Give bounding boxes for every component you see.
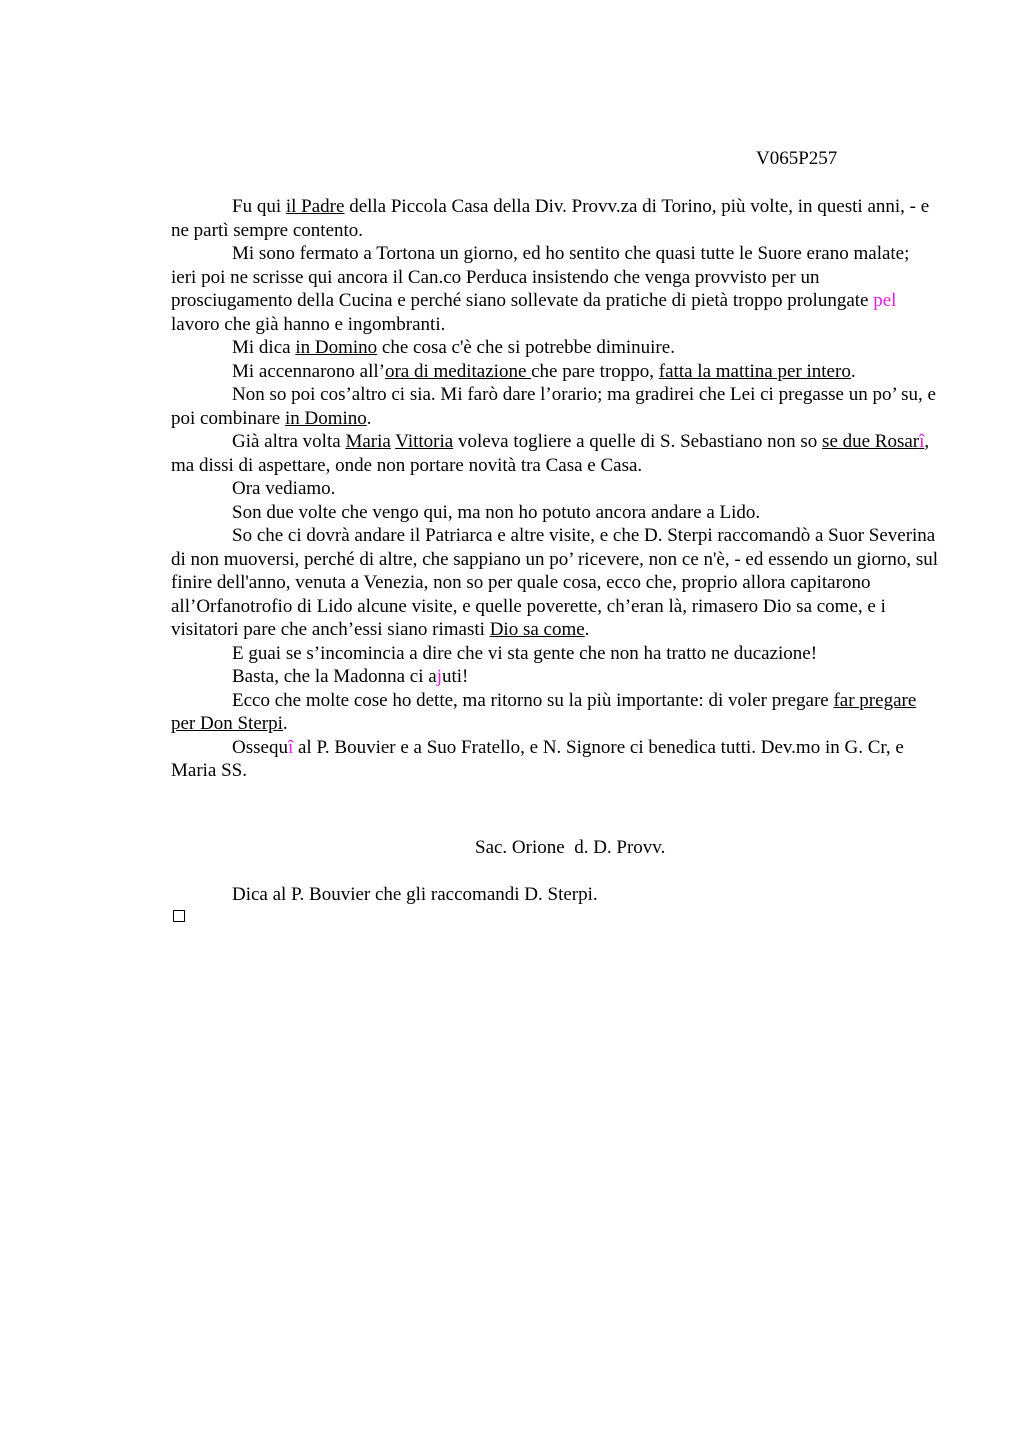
paragraph-4: Mi accennarono all’ora di meditazione che pare troppo, fatta la mattina per intero. xyxy=(232,360,856,382)
highlighted-text: j xyxy=(436,666,442,687)
paragraph-3: Mi dica in Domino che cosa c'è che si potrebbe diminuire. xyxy=(232,337,675,358)
paragraph-12: Ecco che molte cose ho dette, ma ritorno su la più importante: di voler pregare far pregare per Don Sterpi. xyxy=(171,689,917,734)
checkbox-square-icon xyxy=(173,910,185,922)
document-code: V065P257 xyxy=(756,148,838,169)
underlined-text: Vittoria xyxy=(395,431,454,452)
paragraph-9: So che ci dovrà andare il Patriarca e altre visite, e che D. Sterpi raccomandò a Suor Severina di non muoversi, perché di altre, che sappiano un po’ ricevere, non ce n'è, - ed essendo un giorno, sul finire dell'anno, venuta a Venezia, non so per quale cosa, ecco che, proprio allora capitarono all’Orfanotrofio di Lido alcune visite, e quelle poverette, ch’eran là, rimasero Dio sa come, e i visitatori pare che anch’essi siano rimasti Dio sa come. xyxy=(171,525,939,640)
paragraph-8: Son due volte che vengo qui, ma non ho potuto ancora andare a Lido. xyxy=(232,501,761,523)
paragraph-1: Fu qui il Padre della Piccola Casa della Div. Provv.za di Torino, più volte, in questi anni, - e ne partì sempre contento. xyxy=(171,196,930,241)
underlined-text: Dio sa come xyxy=(489,619,585,640)
underlined-text: ora di meditazione xyxy=(384,360,532,382)
paragraph-6: Già altra volta Maria Vittoria voleva togliere a quelle di S. Sebastiano non so se due Rosarî, ma dissi di aspettare, onde non portare novità tra Casa e Casa. xyxy=(171,431,930,476)
highlighted-text: î xyxy=(919,431,925,452)
underlined-text: Maria xyxy=(345,431,391,452)
underlined-text: fatta la mattina per intero xyxy=(658,360,851,382)
postscript: Dica al P. Bouvier che gli raccomandi D. Sterpi. xyxy=(232,884,598,905)
paragraph-5: Non so poi cos’altro ci sia. Mi farò dare l’orario; ma gradirei che Lei ci pregasse un po’ su, e poi combinare in Domino. xyxy=(171,384,936,429)
highlighted-text: î xyxy=(287,736,294,758)
underlined-text: se due Rosarî xyxy=(822,431,925,452)
paragraph-13: Ossequî al P. Bouvier e a Suo Fratello, e N. Signore ci benedica tutti. Dev.mo in G. Cr, e Maria SS. xyxy=(171,736,904,781)
underlined-text: far pregare per Don Sterpi xyxy=(171,689,917,734)
underlined-text: in Domino xyxy=(284,407,367,429)
paragraph-10: E guai se s’incomincia a dire che vi sta gente che non ha tratto ne ducazione! xyxy=(232,642,818,664)
signature: Sac. Orione d. D. Provv. xyxy=(475,837,666,858)
paragraph-7: Ora vediamo. xyxy=(232,478,336,499)
highlighted-text: pel xyxy=(873,290,897,311)
paragraph-2: Mi sono fermato a Tortona un giorno, ed ho sentito che quasi tutte le Suore erano malate; ieri poi ne scrisse qui ancora il Can.co Perduca insistendo che venga provvisto per un prosciugamento della Cucina e perché siano sollevate da pratiche di pietà troppo prolungate pel lavoro che già hanno e ingombranti. xyxy=(171,243,910,335)
letter-body xyxy=(171,195,939,783)
underlined-text: in Domino xyxy=(295,337,378,358)
underlined-text: il Padre xyxy=(285,196,345,217)
paragraph-11: Basta, che la Madonna ci ajuti! xyxy=(232,666,469,687)
